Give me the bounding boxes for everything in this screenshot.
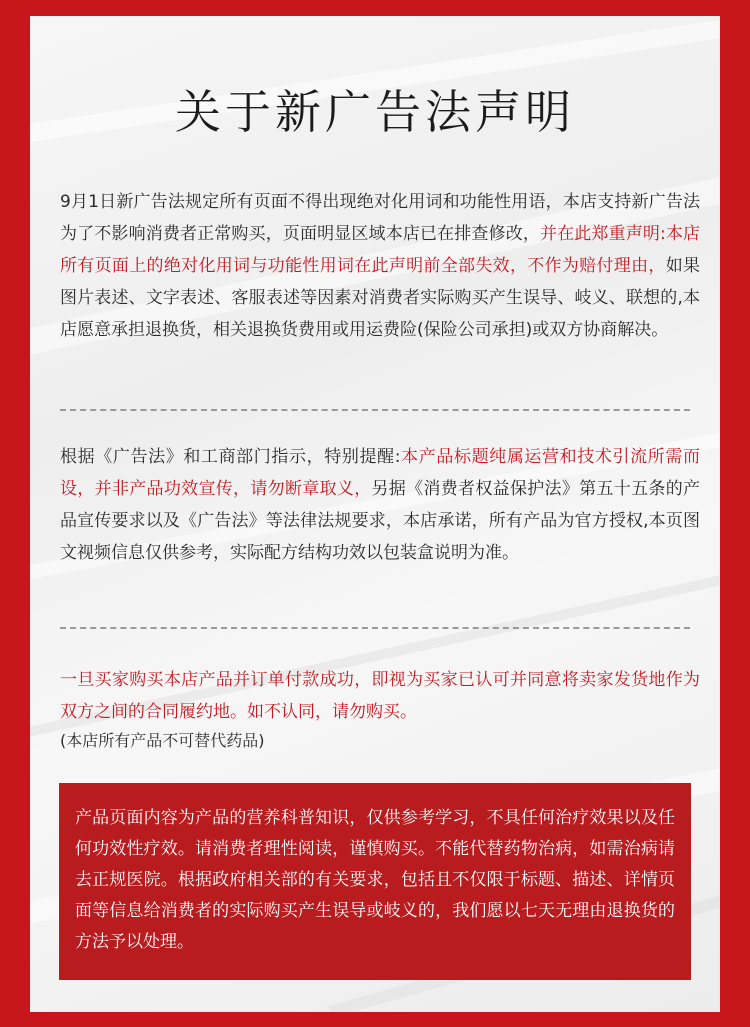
medicine-note: (本店所有产品不可替代药品) — [60, 731, 265, 750]
statement-lead: 9月1日新广告法规定所有页面不得出现绝对化用词和功能性用语，本店支持新广告法为了不影响消费者正常购买，页面明显区域本店已在排查修改， — [60, 192, 700, 244]
disclaimer-tail: 另据《消费者权益保护法》第五十五条的产品宣传要求以及《广告法》等法律法规要求，本店承诺，所有产品为官方授权,本页图文视频信息仅供参考，实际配方结构功效以包装盒说明为准。 — [60, 479, 700, 563]
statement-highlight: 并在此郑重声明:本店所有页面上的绝对化用词与功能性用词在此声明前全部失效，不作为赔付理由， — [60, 224, 700, 276]
ad-law-statement — [60, 186, 700, 346]
dashed-divider — [60, 409, 690, 411]
disclaimer-highlight: 本产品标题纯属运营和技术引流所需而设，并非产品功效宣传，请勿断章取义， — [60, 447, 700, 499]
statement-tail: 如果图片表述、文字表述、客服表述等因素对消费者实际购买产生误导、岐义、联想的,本店愿意承担退换货，相关退换货费用或用运费险(保险公司承担)或双方协商解决。 — [60, 256, 701, 340]
health-notice-text: 产品页面内容为产品的营养科普知识，仅供参考学习，不具任何治疗效果以及任何功效性疗效。请消费者理性阅读，谨慎购买。不能代替药物治病，如需治病请去正规医院。根据政府相关部的有关要求，包括且不仅限于标题、描述、详情页面等信息给消费者的实际购买产生误导或岐义的，我们愿以七天无理由退换货的方法予以处理。 — [75, 808, 675, 952]
purchase-agreement: 一旦买家购买本店产品并订单付款成功，即视为买家已认可并同意将卖家发货地作为双方之间的合同履约地。如不认同，请勿购买。 — [60, 670, 700, 722]
statement-panel — [30, 16, 720, 1012]
title-disclaimer — [60, 441, 700, 569]
dashed-divider — [60, 627, 690, 629]
disclaimer-lead: 根据《广告法》和工商部门指示，特别提醒: — [60, 447, 401, 467]
page-title: 关于新广告法声明 — [175, 85, 575, 139]
health-notice-box — [59, 783, 691, 980]
